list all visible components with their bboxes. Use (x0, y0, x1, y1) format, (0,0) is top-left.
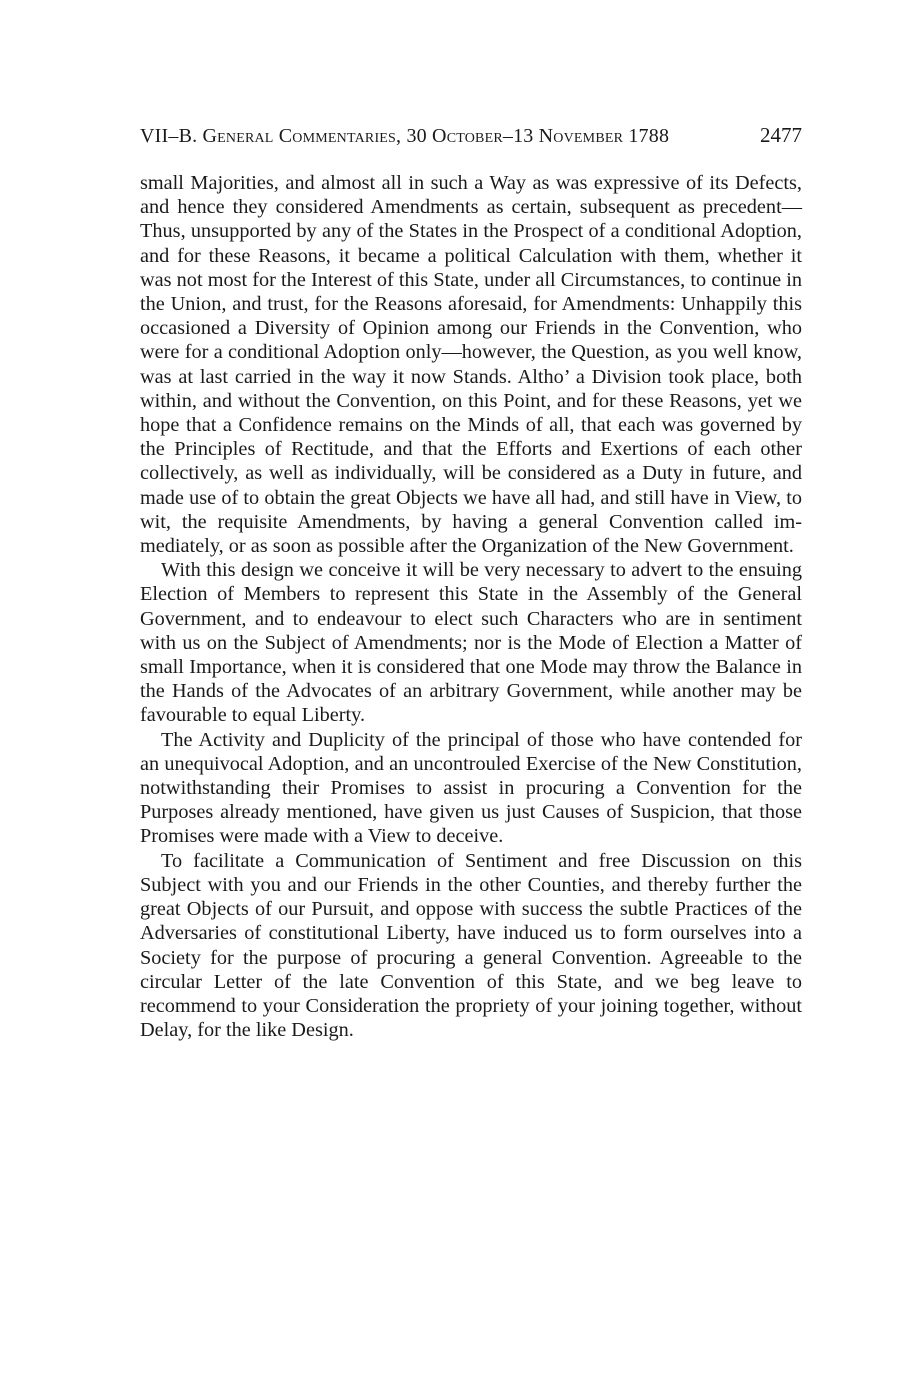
running-title: VII–B. General Commentaries, 30 October–13 November 1788 (140, 125, 670, 147)
running-head (140, 122, 802, 148)
paragraph: The Activity and Duplicity of the principal of those who have contended for an unequivocal Adoption, and an uncontrouled Exercise of the New Constitution, notwithstanding their Promises to assist in procuring a Convention for the Purposes already mentioned, have given us just Causes of Suspicion, that those Promises were made with a View to deceive. (140, 728, 802, 848)
paragraph: With this design we conceive it will be very necessary to advert to the ensuing Election of Members to represent this State in the Assembly of the General Government, and to endeavour to elect such Characters who are in sentiment with us on the Subject of Amendments; nor is the Mode of Election a Matter of small Importance, when it is considered that one Mode may throw the Balance in the Hands of the Advocates of an arbitrary Government, while another may be favourable to equal Liberty. (140, 559, 802, 727)
paragraph-continued: small Majorities, and almost all in such a Way as was expressive of its Defects, and hence they considered Amendments as certain, subsequent as precedent—Thus, unsupported by any of the States in the Prospect of a conditional Adoption, and for these Reasons, it became a political Calculation with them, whether it was not most for the Interest of this State, under all Circumstances, to continue in the Union, and trust, for the Reasons aforesaid, for Amendments: Unhappily this occasioned a Diversity of Opinion among our Friends in the Convention, who were for a conditional Adoption only—however, the Question, as you well know, was at last carried in the way it now Stands. Altho’ a Division took place, both within, and without the Convention, on this Point, and for these Reasons, yet we hope that a Confidence remains on the Minds of all, that each was governed by the Principles of Rectitude, and that the Efforts and Exertions of each other collectively, as well as individually, will be considered as a Duty in future, and made use of to obtain the great Objects we have all had, and still have in View, to wit, the requisite Amendments, by having a general Convention called immediately, or as soon as possible after the Organization of the New Government. (140, 172, 802, 558)
document-page (140, 122, 802, 1042)
paragraph: To facilitate a Communication of Sentiment and free Discussion on this Subject with you and our Friends in the other Counties, and thereby further the great Objects of our Pursuit, and oppose with success the subtle Practices of the Adversaries of constitutional Liberty, have induced us to form ourselves into a Society for the purpose of procuring a general Convention. Agreeable to the circular Letter of the late Convention of this State, and we beg leave to recommend to your Consideration the propriety of your joining together, without Delay, for the like Design. (140, 849, 802, 1042)
body-text (140, 171, 802, 1042)
page-number: 2477 (760, 123, 802, 147)
